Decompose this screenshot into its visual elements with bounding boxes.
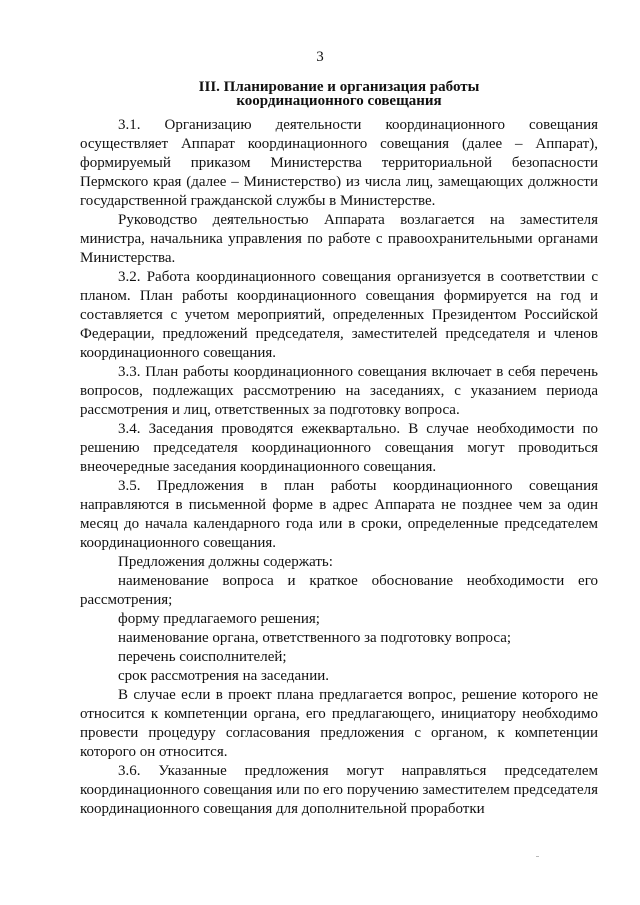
list-item-responsible-body: наименование органа, ответственного за подготовку вопроса; [118, 630, 512, 646]
section-heading [80, 80, 598, 108]
section-heading-line-2: координационного совещания [236, 93, 442, 109]
section-heading-line-1: III. Планирование и организация работы [198, 79, 480, 95]
paragraph-3-3: 3.3. План работы координационного совещания включает в себя перечень вопросов, подлежащих рассмотрению на заседаниях, с указанием периода рассмотрения и лиц, ответственных за подготовку вопроса. [80, 364, 598, 418]
list-item-question-name: наименование вопроса и краткое обоснование необходимости его рассмотрения; [80, 573, 598, 608]
document-body [80, 116, 598, 819]
list-item-co-executors: перечень соисполнителей; [118, 649, 287, 665]
list-item-decision-form: форму предлагаемого решения; [118, 611, 320, 627]
scan-artifact [536, 856, 539, 857]
paragraph-3-4: 3.4. Заседания проводятся ежеквартально. В случае необходимости по решению председателя координационного совещания могут проводиться внеочередные заседания координационного совещания. [80, 421, 598, 475]
page-number: 3 [316, 49, 324, 65]
paragraph-competence-agreement: В случае если в проект плана предлагается вопрос, решение которого не относится к компетенции органа, его предлагающего, инициатору необходимо провести процедуру согласования предложения с органом, к компетенции которого он относится. [80, 687, 598, 760]
list-item-review-deadline: срок рассмотрения на заседании. [118, 668, 330, 684]
paragraph-apparatus-leadership: Руководство деятельностью Аппарата возлагается на заместителя министра, начальника управления по работе с правоохранительными органами Министерства. [80, 212, 598, 266]
paragraph-proposals-contents: Предложения должны содержать: [118, 554, 333, 570]
paragraph-3-1: 3.1. Организацию деятельности координационного совещания осуществляет Аппарат координационного совещания (далее – Аппарат), формируемый приказом Министерства территориальной безопасности Пермского края (далее – Министерство) из числа лиц, замещающих должности государственной гражданской службы в Министерстве. [80, 117, 598, 209]
paragraph-3-5: 3.5. Предложения в план работы координационного совещания направляются в письменной форме в адрес Аппарата не позднее чем за один месяц до начала календарного года или в сроки, определенные председателем координационного совещания. [80, 478, 598, 551]
paragraph-3-2: 3.2. Работа координационного совещания организуется в соответствии с планом. План работы координационного совещания формируется на год и составляется с учетом мероприятий, определенных Президентом Российской Федерации, предложений председателя, заместителей председателя и членов координационного совещания. [80, 269, 598, 361]
paragraph-3-6: 3.6. Указанные предложения могут направляться председателем координационного совещания или по его поручению заместителем председателя координационного совещания для дополнительной проработки [80, 763, 598, 817]
